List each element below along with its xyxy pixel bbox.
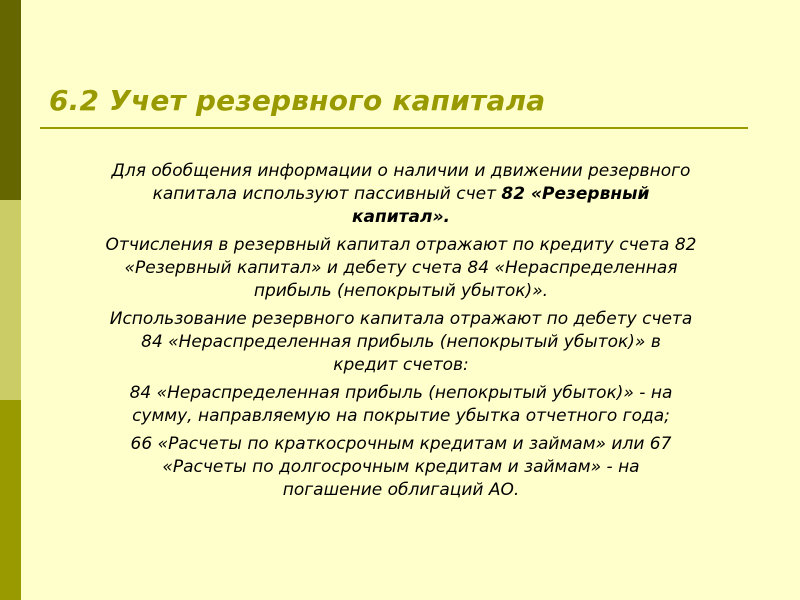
paragraph-2-line-3: прибыль (непокрытый убыток)».	[253, 281, 549, 301]
left-stripe-light	[0, 200, 21, 400]
paragraph-5-line-2: «Расчеты по долгосрочным кредитам и займам» - на	[162, 457, 640, 477]
paragraph-5-line-3: погашение облигаций АО.	[282, 480, 520, 500]
paragraph-5	[40, 433, 762, 502]
paragraph-1	[40, 160, 762, 229]
paragraph-2-line-2: «Резервный капитал» и дебету счета 84 «Нераспределенная	[124, 258, 678, 278]
slide-title: 6.2 Учет резервного капитала	[49, 84, 546, 117]
account-82-name-cont: капитал».	[352, 207, 450, 227]
paragraph-1-line-1: Для обобщения информации о наличии и движении резервного	[111, 161, 691, 181]
left-stripe-dark	[0, 0, 21, 200]
slide-body	[40, 160, 762, 507]
account-82-name: 82 «Резервный	[501, 184, 650, 204]
paragraph-2-line-1: Отчисления в резервный капитал отражают по кредиту счета 82	[105, 235, 697, 255]
left-stripe-medium	[0, 400, 21, 600]
paragraph-3-line-3: кредит счетов:	[333, 355, 469, 375]
paragraph-5-line-1: 66 «Расчеты по краткосрочным кредитам и займам» или 67	[130, 434, 672, 454]
title-underline	[40, 127, 748, 129]
paragraph-4	[40, 382, 762, 428]
paragraph-3-line-1: Использование резервного капитала отражают по дебету счета	[109, 309, 693, 329]
paragraph-4-line-1: 84 «Нераспределенная прибыль (непокрытый убыток)» - на	[129, 383, 673, 403]
paragraph-1-line-2: капитала используют пассивный счет	[152, 184, 502, 204]
paragraph-3	[40, 308, 762, 377]
paragraph-2	[40, 234, 762, 303]
paragraph-3-line-2: 84 «Нераспределенная прибыль (непокрытый убыток)» в	[141, 332, 661, 352]
paragraph-4-line-2: сумму, направляемую на покрытие убытка отчетного года;	[132, 406, 670, 426]
